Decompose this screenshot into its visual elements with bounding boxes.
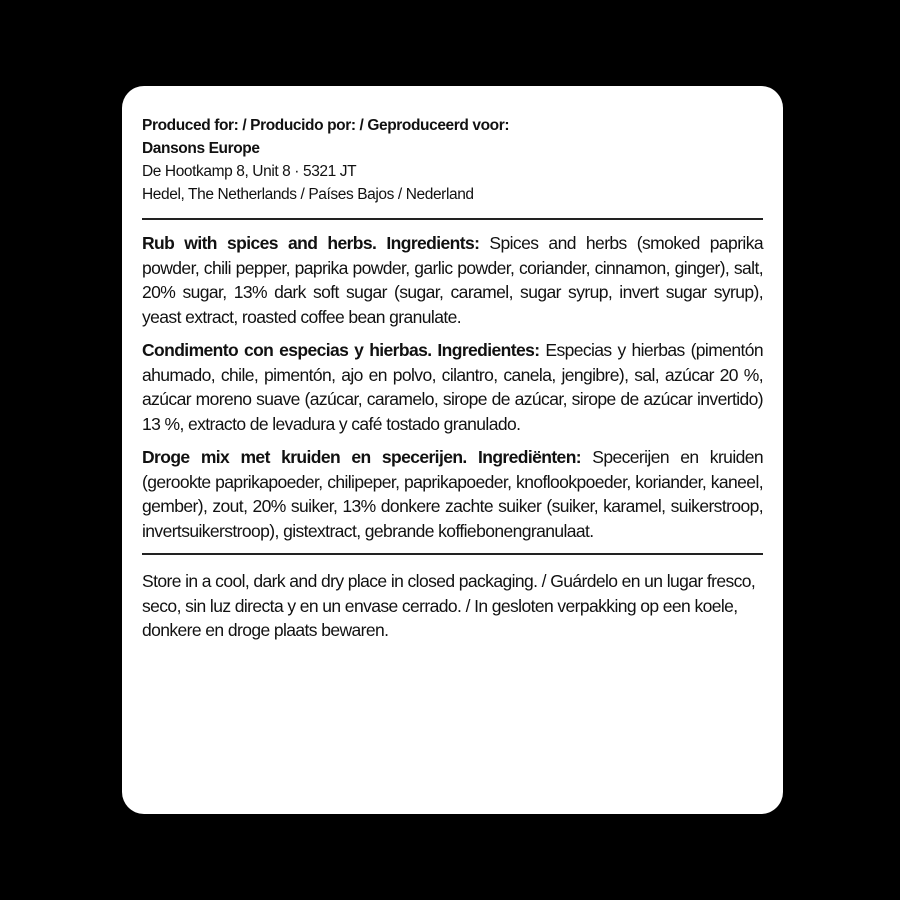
address-line-1: De Hootkamp 8, Unit 8 · 5321 JT (142, 163, 357, 180)
ingredients-en (142, 231, 763, 329)
storage-instructions: Store in a cool, dark and dry place in closed packaging. / Guárdelo en un lugar fresco, seco, sin luz directa y en un envase cerrado. / In gesloten verpakking op een koele, donkere en droge plaats bewaren. (142, 571, 756, 640)
ingredients-nl-text: Specerijen en kruiden (gerookte paprikapoeder, chilipeper, paprikapoeder, knoflookpoeder, koriander, kaneel, gember), zout, 20% suiker, 13% donkere zachte suiker (suiker, karamel, suikerstroop, invertsuikerstroop), gistextract, gebrande koffiebonengranulaat. (142, 447, 763, 541)
producer-heading: Produced for: / Producido por: / Geproduceerd voor: (142, 117, 510, 134)
product-label (122, 86, 783, 814)
ingredients-en-heading: Rub with spices and herbs. Ingredients: (142, 233, 480, 253)
ingredients-es-heading: Condimento con especias y hierbas. Ingredientes: (142, 340, 540, 360)
producer-block (142, 114, 763, 206)
ingredients-nl (142, 445, 763, 543)
divider-top (142, 218, 763, 220)
company-name: Dansons Europe (142, 140, 260, 157)
ingredients-en-text: Spices and herbs (smoked paprika powder, chili pepper, paprika powder, garlic powder, coriander, cinnamon, ginger), salt, 20% sugar, 13% dark soft sugar (sugar, caramel, sugar syrup, invert sugar syrup), yeast extract, roasted coffee bean granulate. (142, 233, 763, 327)
ingredients-nl-heading: Droge mix met kruiden en specerijen. Ingrediënten: (142, 447, 582, 467)
ingredients-es-text: Especias y hierbas (pimentón ahumado, chile, pimentón, ajo en polvo, cilantro, canela, jengibre), sal, azúcar 20 %, azúcar moreno suave (azúcar, caramelo, sirope de azúcar, sirope de azúcar invertido) 13 %, extracto de levadura y café tostado granulado. (142, 340, 763, 434)
divider-bottom (142, 553, 763, 555)
address-line-2: Hedel, The Netherlands / Países Bajos / Nederland (142, 186, 474, 203)
ingredients-es (142, 338, 763, 436)
ingredients-section (142, 231, 763, 543)
